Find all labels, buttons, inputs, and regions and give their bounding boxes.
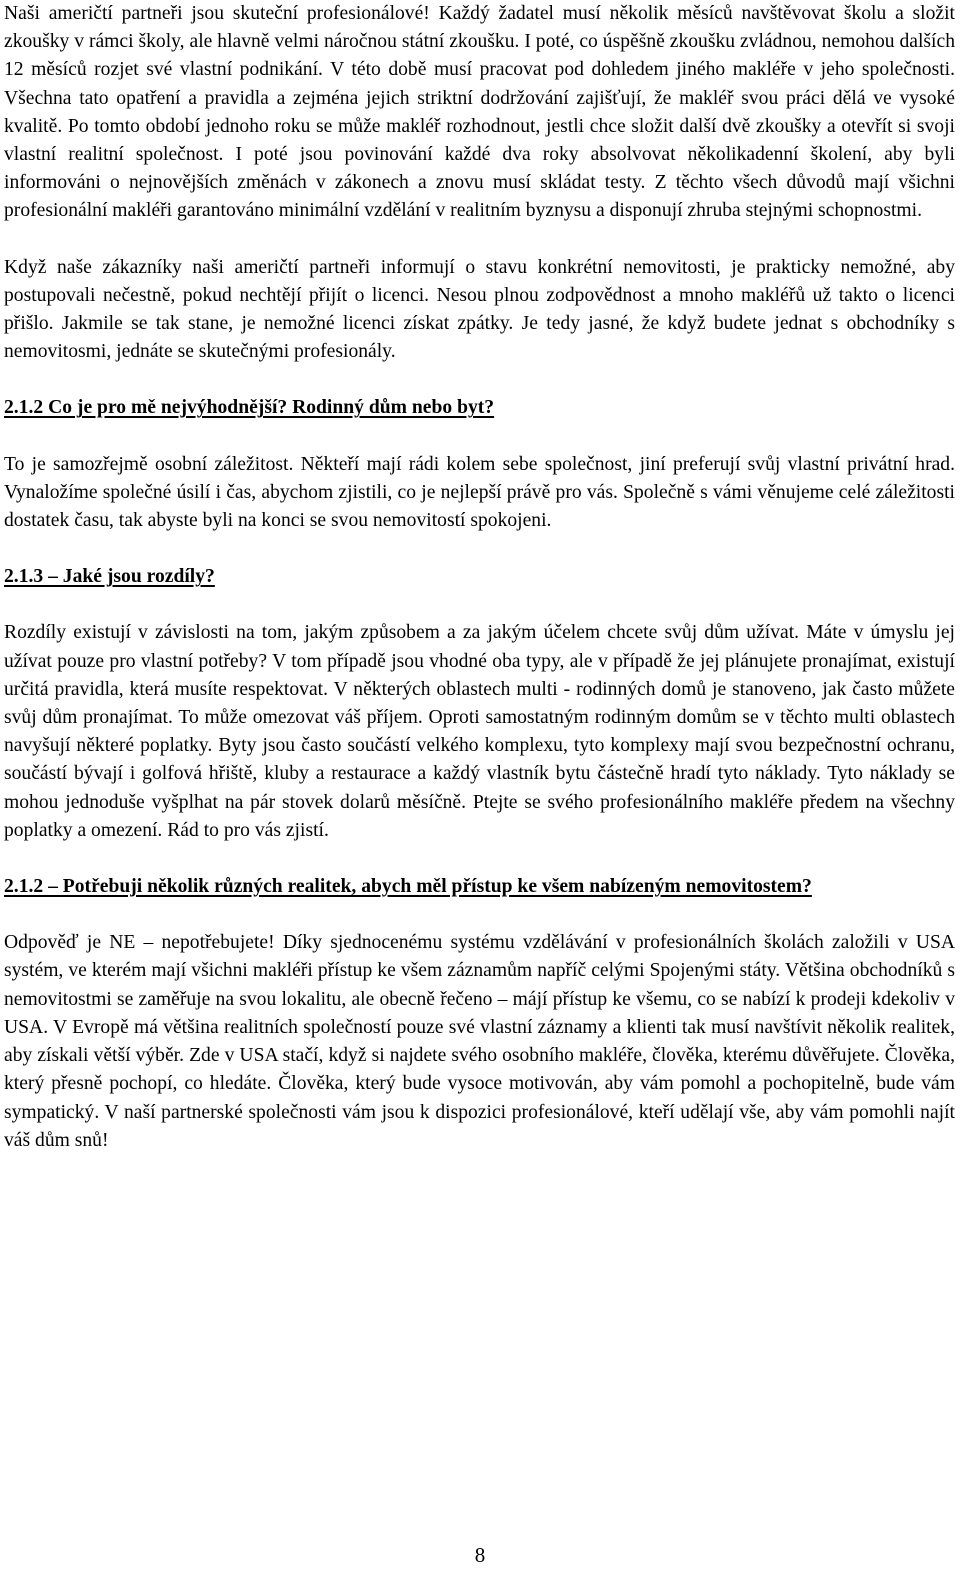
paragraph-partners-professionals: Naši američtí partneři jsou skuteční profesionálové! Každý žadatel musí několik měsíců navštěvovat školu a složit zkoušky v rámci školy, ale hlavně velmi náročnou státní zkoušku. I poté, co úspěšně zkoušku zvládnou, nemohou dalších 12 měsíců rozjet své vlastní podnikání. V této době musí pracovat pod dohledem jiného makléře v jeho společnosti. Všechna tato opatření a pravidla a zejména jejich striktní dodržování zajišťují, že makléř svou práci dělá ve vysoké kvalitě. Po tomto období jednoho roku se může makléř rozhodnout, jestli chce složit další dvě zkoušky a otevřít si svoji vlastní realitní společnost. I poté jsou povinování každé dva roky absolvovat několikadenní školení, aby byli informováni o nejnovějších změnách v zákonech a znovu musí skládat testy. Z těchto všech důvodů mají všichni profesionální makléři garantováno minimální vzdělání v realitním byznysu a disponují zhruba stejnými schopnostmi. xyxy=(4,3,955,222)
section-heading-house-or-flat: 2.1.2 Co je pro mě nejvýhodnější? Rodinný dům nebo byt? xyxy=(4,397,495,419)
page-number: 8 xyxy=(474,1543,486,1567)
paragraph-answer-no: Odpověď je NE – nepotřebujete! Díky sjednocenému systému vzdělávání v profesionálních školách založili v USA systém, ve kterém mají všichni makléři přístup ke všem záznamům napříč celými Spojenými státy. Většina obchodníků s nemovitostmi se zaměřuje na svou lokalitu, ale obecně řečeno – májí přístup ke všemu, co se nabízí k prodeji kdekoliv v USA. V Evropě má většina realitních společností pouze své vlastní záznamy a klienti tak musí navštívit několik realitek, aby získali větší výběr. Zde v USA stačí, když si najdete svého osobního makléře, člověka, kterému důvěřujete. Člověka, který přesně pochopí, co hledáte. Člověka, který bude vysoce motivován, aby vám pomohl a pochopitelně, bude vám sympatický. V naší partnerské společnosti vám jsou k dispozici profesionálové, kteří udělají vše, aby vám pomohli najít váš dům snů! xyxy=(4,932,955,1151)
section-heading-differences: 2.1.3 – Jaké jsou rozdíly? xyxy=(4,566,215,588)
paragraph-personal-matter: To je samozřejmě osobní záležitost. Někteří mají rádi kolem sebe společnost, jiní preferují svůj vlastní privátní hrad. Vynaložíme společné úsilí i čas, abychom zjistili, co je nejlepší právě pro vás. Společně s vámi věnujeme celé záležitosti dostatek času, tak abyste byli na konci se svou nemovitostí spokojeni. xyxy=(4,453,955,532)
paragraph-license-responsibility: Když naše zákazníky naši američtí partneři informují o stavu konkrétní nemovitosti, je prakticky nemožné, aby postupovali nečestně, pokud nechtějí přijít o licenci. Nesou plnou zodpovědnost a mnoho makléřů už takto o licenci přišlo. Jakmile se tak stane, je nemožné licenci získat zpátky. Je tedy jasné, že když budete jednat s obchodníky s nemovitosmi, jednáte se skutečnými profesionály. xyxy=(4,256,955,363)
paragraph-differences: Rozdíly existují v závislosti na tom, jakým způsobem a za jakým účelem chcete svůj dům užívat. Máte v úmyslu jej užívat pouze pro vlastní potřeby? V tom případě jsou vhodné oba typy, ale v případě že jej plánujete pronajímat, existují určitá pravidla, která musíte respektovat. V některých oblastech multi - rodinných domů je stanoveno, jak často můžete svůj dům pronajímat. To může omezovat váš příjem. Oproti samostatným rodinným domům se v těchto multi oblastech navyšují některé poplatky. Byty jsou často součástí velkého komplexu, tyto komplexy mají svou bezpečnostní ochranu, součástí bývají i golfová hřiště, kluby a restaurace a každý vlastník bytu částečně hradí tyto náklady. Tyto náklady se mohou jednoduše vyšplhat na pár stovek dolarů měsíčně. Ptejte se svého profesionálního makléře předem na všechny poplatky a omezení. Rád to pro vás zjistí. xyxy=(4,622,955,841)
document-body xyxy=(4,0,955,1155)
section-heading-multiple-agencies: 2.1.2 – Potřebuji několik různých realitek, abych měl přístup ke všem nabízeným nemovitostem? xyxy=(4,876,812,898)
